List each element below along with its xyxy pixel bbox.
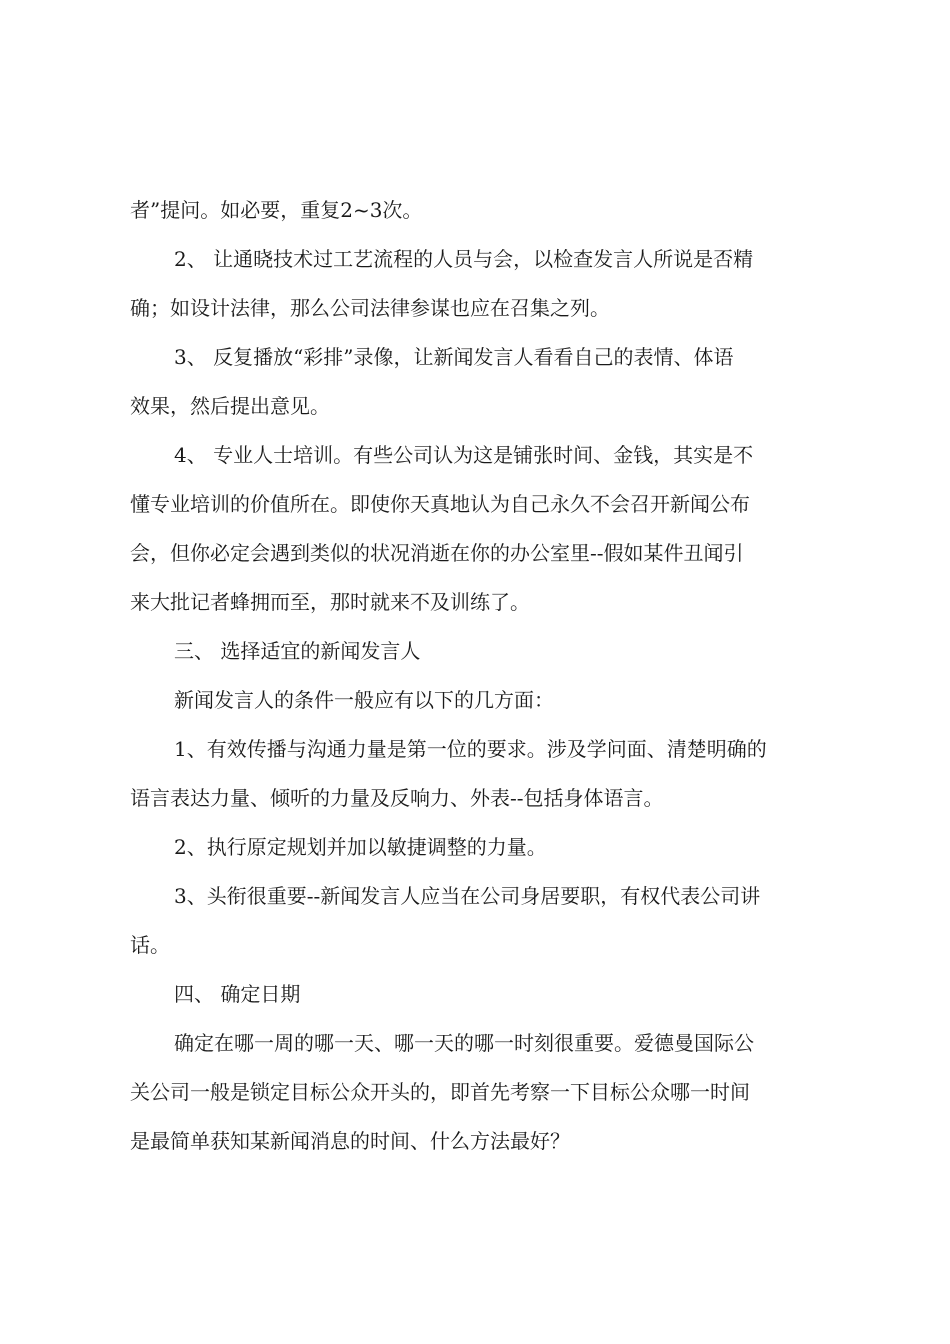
text-line: 是最简单获知某新闻消息的时间、什么方法最好？: [130, 1129, 570, 1153]
text-line: 语言表达力量、倾听的力量及反响力、外表--包括身体语言。: [130, 786, 664, 810]
text-line: 效果，然后提出意见。: [130, 394, 330, 418]
text-line: 确定在哪一周的哪一天、哪一天的哪一时刻很重要。爱德曼国际公: [174, 1031, 754, 1055]
text-line: 1、有效传播与沟通力量是第一位的要求。涉及学问面、清楚明确的: [174, 737, 767, 761]
text-line: 懂专业培训的价值所在。即使你天真地认为自己永久不会召开新闻公布: [130, 492, 750, 516]
text-line: 新闻发言人的条件一般应有以下的几方面：: [174, 688, 554, 712]
text-line: 关公司一般是锁定目标公众开头的，即首先考察一下目标公众哪一时间: [130, 1080, 750, 1104]
text-line: 者”提问。如必要，重复2~3次。: [130, 198, 423, 222]
text-line: 话。: [130, 933, 170, 957]
section-heading: 四、 确定日期: [174, 982, 301, 1006]
text-line: 4、 专业人士培训。有些公司认为这是铺张时间、金钱，其实是不: [174, 443, 754, 467]
text-line: 确；如设计法律，那么公司法律参谋也应在召集之列。: [130, 296, 610, 320]
text-line: 来大批记者蜂拥而至，那时就来不及训练了。: [130, 590, 530, 614]
text-line: 3、头衔很重要--新闻发言人应当在公司身居要职，有权代表公司讲: [174, 884, 761, 908]
section-heading: 三、 选择适宜的新闻发言人: [174, 639, 421, 663]
body-text: [130, 186, 830, 1166]
text-line: 3、 反复播放“彩排”录像，让新闻发言人看看自己的表情、体语: [174, 345, 734, 369]
text-line: 2、执行原定规划并加以敏捷调整的力量。: [174, 835, 547, 859]
text-line: 2、 让通晓技术过工艺流程的人员与会，以检查发言人所说是否精: [174, 247, 754, 271]
text-line: 会，但你必定会遇到类似的状况消逝在你的办公室里--假如某件丑闻引: [130, 541, 744, 565]
